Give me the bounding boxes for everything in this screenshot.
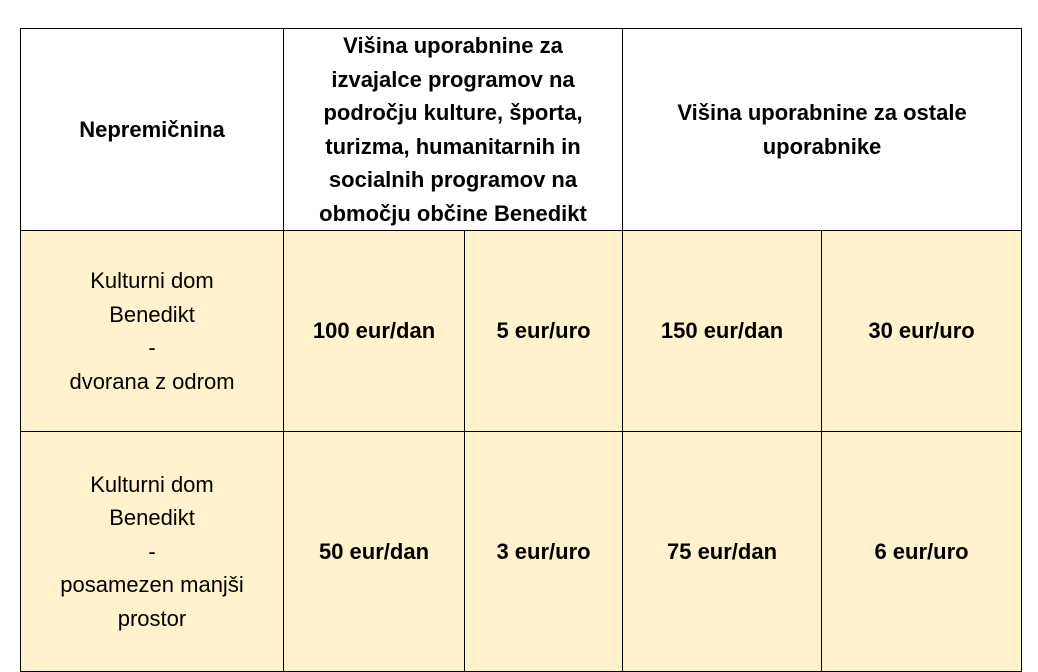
table-row xyxy=(21,231,1022,432)
table-row xyxy=(21,432,1022,672)
property-name-line: - xyxy=(148,538,156,564)
property-name-cell xyxy=(21,231,284,432)
property-name-line: prostor xyxy=(117,605,187,631)
property-name-line: posamezen manjši xyxy=(60,572,244,598)
property-name-line: Kulturni dom xyxy=(90,268,214,293)
table-header-row xyxy=(21,29,1022,231)
property-name-line: Kulturni dom xyxy=(90,471,214,497)
header-other-users: Višina uporabnine za ostale uporabnike xyxy=(623,29,1022,231)
header-property: Nepremičnina xyxy=(21,29,284,231)
pricing-table xyxy=(20,28,1022,672)
other-per-day-cell: 75 eur/dan xyxy=(623,432,822,672)
property-name-line: Benedikt xyxy=(109,505,195,531)
local-per-day-cell: 100 eur/dan xyxy=(284,231,465,432)
property-name-line: - xyxy=(148,335,156,360)
other-per-hour-cell: 6 eur/uro xyxy=(822,432,1022,672)
other-per-day-cell: 150 eur/dan xyxy=(623,231,822,432)
property-name-cell xyxy=(21,432,284,672)
local-per-hour-cell: 3 eur/uro xyxy=(465,432,623,672)
local-per-hour-cell: 5 eur/uro xyxy=(465,231,623,432)
property-name-line: Benedikt xyxy=(109,301,195,327)
local-per-day-cell: 50 eur/dan xyxy=(284,432,465,672)
header-local-programs: Višina uporabnine za izvajalce programov na področju kulture, športa, turizma, humanitarnih in socialnih programov na območju občine Benedikt xyxy=(284,29,623,231)
property-name-line: dvorana z odrom xyxy=(69,368,235,394)
other-per-hour-cell: 30 eur/uro xyxy=(822,231,1022,432)
